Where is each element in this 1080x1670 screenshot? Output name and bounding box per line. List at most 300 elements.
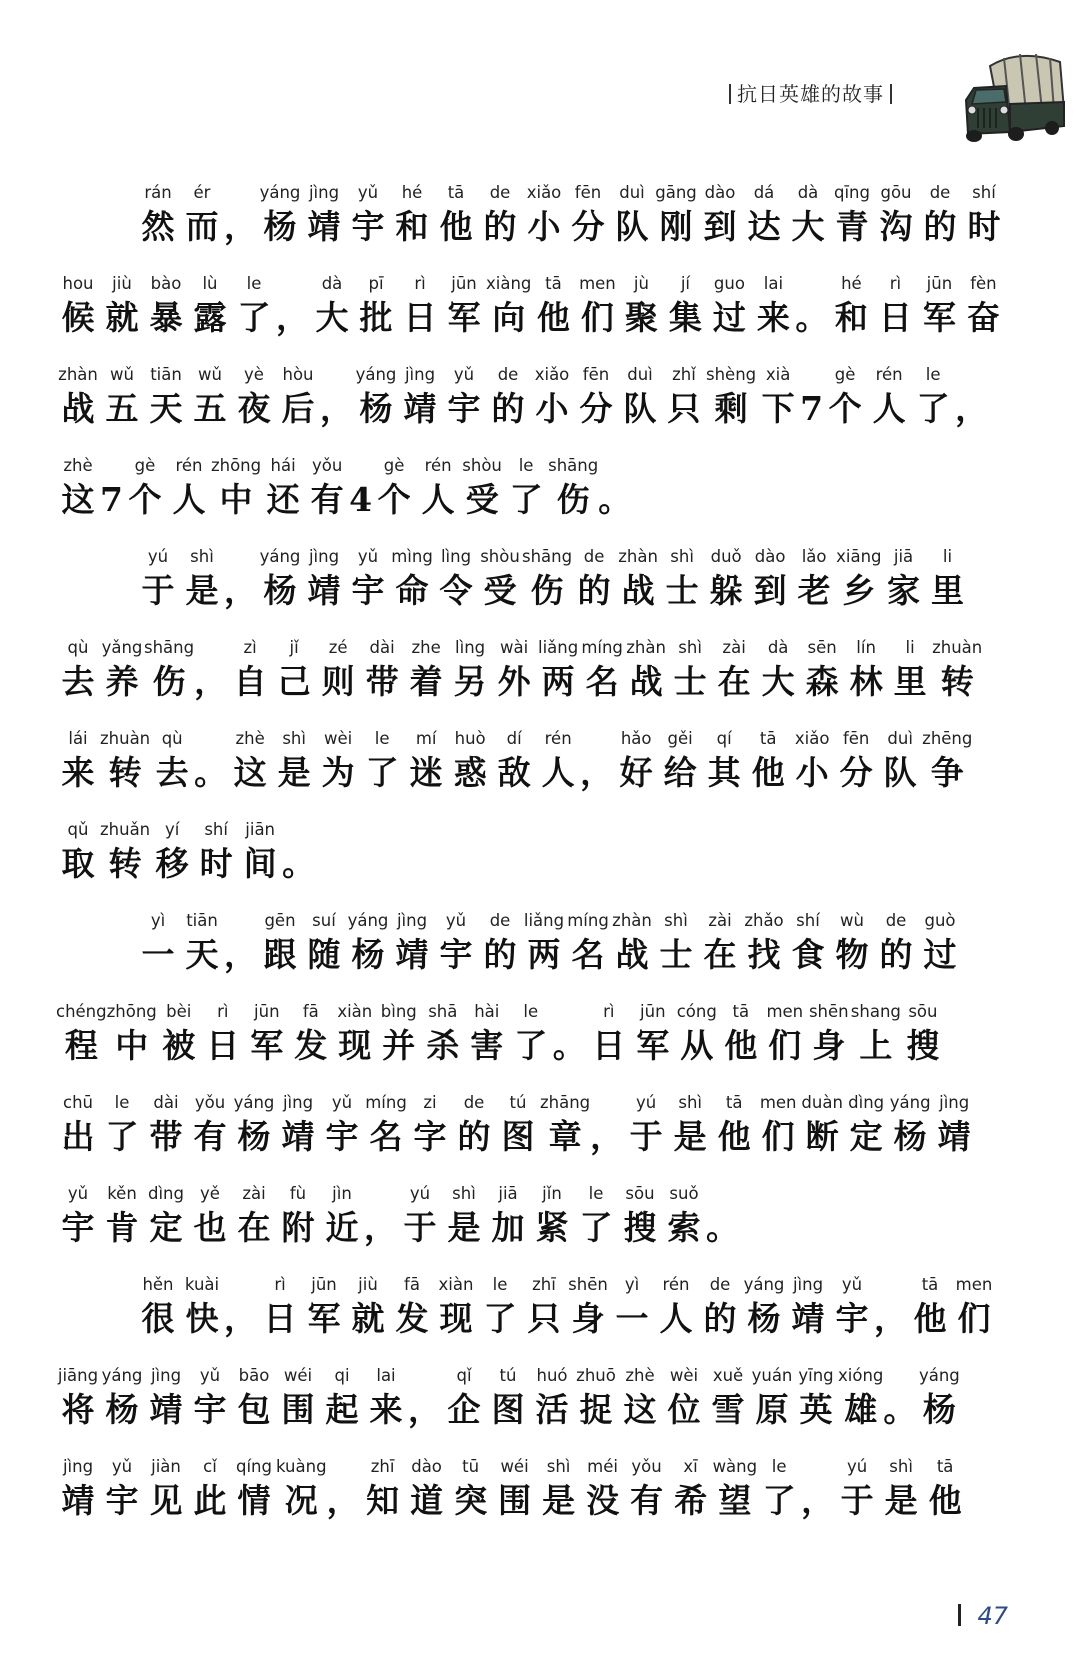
hanzi: 人 <box>659 1299 693 1338</box>
pinyin: le <box>523 1002 539 1021</box>
character-cell <box>320 1363 364 1431</box>
pinyin: yáng <box>918 1366 960 1385</box>
character-cell <box>610 1272 654 1340</box>
character-cell <box>258 908 302 976</box>
pinyin: bìng <box>380 1002 417 1021</box>
hanzi: 惑 <box>453 753 487 792</box>
hanzi: 来 <box>61 753 95 792</box>
character-cell <box>530 1181 574 1249</box>
pinyin: shì <box>889 1457 913 1476</box>
pinyin: shèng <box>706 365 757 384</box>
hanzi: 了 <box>916 389 950 428</box>
hanzi: 杨 <box>747 1299 781 1338</box>
hanzi: 了 <box>365 753 399 792</box>
character-cell <box>614 726 658 794</box>
character-cell <box>211 453 261 521</box>
character-cell <box>150 817 194 885</box>
character-cell <box>390 1272 434 1340</box>
pinyin: duì <box>619 183 645 202</box>
hanzi: 宇 <box>351 207 385 246</box>
character-cell <box>662 362 706 430</box>
pinyin: jūn <box>640 1002 666 1021</box>
pinyin: lai <box>376 1366 396 1385</box>
pinyin <box>801 1454 835 1480</box>
hanzi: 有 <box>630 1481 664 1520</box>
hanzi: 名 <box>585 662 619 701</box>
hanzi: 战 <box>615 935 649 974</box>
character-cell <box>492 635 536 703</box>
hanzi: 只 <box>527 1299 561 1338</box>
pinyin: bèi <box>166 1002 192 1021</box>
pinyin: yīng <box>798 1366 834 1385</box>
pinyin <box>553 999 587 1025</box>
pinyin: qù <box>67 638 89 657</box>
pinyin: le <box>588 1184 604 1203</box>
hanzi: 现 <box>338 1026 372 1065</box>
hanzi: 道 <box>410 1481 444 1520</box>
character-cell <box>531 271 575 339</box>
character-cell <box>188 1363 232 1431</box>
series-title <box>723 78 898 107</box>
character-cell <box>56 271 100 339</box>
character-cell <box>702 726 746 794</box>
character-cell <box>794 1363 838 1431</box>
pinyin: yǒu <box>194 1093 226 1112</box>
character-cell <box>829 271 873 339</box>
pinyin: yáng <box>889 1093 931 1112</box>
pinyin: rén <box>424 456 452 475</box>
pinyin: lái <box>68 729 88 748</box>
hanzi: 到 <box>753 571 787 610</box>
page-header <box>660 40 1080 150</box>
hanzi: ， <box>194 662 228 701</box>
pinyin: shòu <box>462 456 502 475</box>
character-cell <box>346 544 390 612</box>
character-cell <box>807 999 851 1067</box>
hanzi: 找 <box>747 935 781 974</box>
character-cell <box>460 453 504 521</box>
pinyin: qù <box>161 729 183 748</box>
character-cell <box>757 1454 801 1522</box>
pinyin: hou <box>62 274 94 293</box>
pinyin: le <box>374 729 390 748</box>
pinyin: shí <box>796 911 820 930</box>
character-cell <box>144 1454 188 1522</box>
character-cell <box>316 635 360 703</box>
hanzi: 是 <box>542 1481 576 1520</box>
pinyin <box>327 1454 361 1480</box>
character-cell <box>801 1454 835 1522</box>
character-cell <box>917 271 961 339</box>
pinyin: zhàn <box>626 638 666 657</box>
hanzi: 给 <box>663 753 697 792</box>
pinyin: le <box>518 456 534 475</box>
pinyin: yú <box>846 1457 868 1476</box>
character-cell <box>188 1181 232 1249</box>
pinyin: yú <box>147 547 169 566</box>
hanzi: 则 <box>321 662 355 701</box>
character-cell <box>404 726 448 794</box>
character-cell <box>851 999 901 1067</box>
character-cell <box>56 362 100 430</box>
hanzi: 起 <box>325 1390 359 1429</box>
hanzi: ， <box>224 1299 257 1338</box>
hanzi: 有 <box>193 1117 227 1156</box>
pinyin: zhè <box>63 456 93 475</box>
character-cell <box>448 635 492 703</box>
character-cell <box>302 1272 346 1340</box>
pinyin: zì <box>243 638 257 657</box>
character-cell <box>144 1363 188 1431</box>
hanzi: 露 <box>193 298 227 337</box>
pinyin: gōu <box>880 183 912 202</box>
hanzi: 宇 <box>61 1208 95 1247</box>
hanzi: 夜 <box>237 389 271 428</box>
character-cell <box>654 908 698 976</box>
hanzi: 战 <box>621 571 655 610</box>
hanzi: 被 <box>162 1026 196 1065</box>
pinyin <box>224 180 258 206</box>
hanzi: 军 <box>250 1026 284 1065</box>
pinyin: liǎng <box>523 911 565 930</box>
hanzi: ， <box>408 1390 441 1429</box>
pinyin: shì <box>670 547 694 566</box>
character-cell <box>698 180 742 248</box>
pinyin: rén <box>875 365 903 384</box>
character-cell <box>258 180 302 248</box>
hanzi: 命 <box>395 571 429 610</box>
character-cell <box>258 544 302 612</box>
hanzi: 。 <box>795 298 829 337</box>
character-cell <box>167 453 211 521</box>
hanzi: 杨 <box>893 1117 927 1156</box>
character-cell <box>786 908 830 976</box>
pinyin: huó <box>536 1366 568 1385</box>
pinyin: míng <box>581 638 623 657</box>
hanzi: 7 <box>800 389 824 428</box>
character-cell <box>553 999 587 1067</box>
character-cell <box>478 908 522 976</box>
pinyin: de <box>489 183 511 202</box>
pinyin: hái <box>270 456 296 475</box>
character-cell <box>838 1363 883 1431</box>
character-cell <box>136 544 180 612</box>
pinyin: zhōng <box>106 1002 157 1021</box>
hanzi: 在 <box>237 1208 271 1247</box>
hanzi: 军 <box>636 1026 670 1065</box>
pinyin: fēn <box>574 183 602 202</box>
character-cell <box>224 544 258 612</box>
pinyin: xī <box>683 1457 698 1476</box>
pinyin: rén <box>662 1275 690 1294</box>
character-cell <box>530 362 574 430</box>
hanzi: 向 <box>492 298 526 337</box>
pinyin: wèi <box>324 729 353 748</box>
character-cell <box>795 271 829 339</box>
pinyin: cǐ <box>203 1457 217 1476</box>
pinyin: shang <box>850 1002 901 1021</box>
text-line <box>56 1090 1006 1181</box>
character-cell <box>618 1363 662 1431</box>
pinyin: suí <box>312 911 336 930</box>
hanzi: 于 <box>629 1117 663 1156</box>
hanzi: 宇 <box>439 935 473 974</box>
hanzi: 带 <box>149 1117 183 1156</box>
pinyin <box>282 817 316 843</box>
hanzi: 宇 <box>351 571 385 610</box>
hanzi: 就 <box>105 298 139 337</box>
character-cell <box>618 1181 662 1249</box>
hanzi: 有 <box>310 480 344 519</box>
pinyin: wàng <box>712 1457 758 1476</box>
hanzi: 他 <box>913 1299 947 1338</box>
pinyin: qīng <box>834 183 870 202</box>
hanzi: 而 <box>185 207 219 246</box>
character-cell <box>719 999 763 1067</box>
character-cell <box>800 362 823 430</box>
pinyin: jiù <box>112 274 132 293</box>
character-cell <box>276 1181 320 1249</box>
character-cell <box>245 999 289 1067</box>
pinyin: cóng <box>676 1002 717 1021</box>
character-cell <box>790 726 834 794</box>
character-cell <box>654 180 698 248</box>
hanzi: 是 <box>277 753 311 792</box>
hanzi: 为 <box>321 753 355 792</box>
hanzi: 靖 <box>395 935 429 974</box>
character-cell <box>675 999 719 1067</box>
character-cell <box>289 999 333 1067</box>
character-cell <box>901 999 945 1067</box>
character-cell <box>624 1090 668 1158</box>
hanzi: 宇 <box>193 1390 227 1429</box>
pinyin: yáng <box>233 1093 275 1112</box>
pinyin: zhàn <box>612 911 652 930</box>
character-cell <box>100 271 144 339</box>
character-cell <box>610 180 654 248</box>
character-cell <box>660 544 704 612</box>
character-cell <box>713 1454 758 1522</box>
pinyin: tā <box>936 1457 954 1476</box>
text-line <box>56 271 1006 362</box>
hanzi: 知 <box>366 1481 400 1520</box>
hanzi: 人 <box>872 389 906 428</box>
hanzi: ， <box>580 753 614 792</box>
hanzi: 宇 <box>447 389 481 428</box>
character-cell <box>232 271 276 339</box>
pinyin: tiān <box>150 365 182 384</box>
character-cell <box>598 453 632 521</box>
character-cell <box>756 362 800 430</box>
pinyin: yáng <box>101 1366 143 1385</box>
character-cell <box>800 1090 844 1158</box>
pinyin: sēn <box>807 638 837 657</box>
character-cell <box>575 271 619 339</box>
pinyin: duì <box>887 729 913 748</box>
character-cell <box>911 362 955 430</box>
pinyin: zhǎo <box>744 911 784 930</box>
hanzi: ， <box>590 1117 624 1156</box>
hanzi: 靖 <box>61 1481 95 1520</box>
character-cell <box>56 453 100 521</box>
character-cell <box>878 726 922 794</box>
hanzi: 转 <box>108 844 142 883</box>
hanzi: 英 <box>799 1390 833 1429</box>
pinyin: zhōng <box>210 456 262 475</box>
hanzi: 取 <box>61 844 95 883</box>
character-cell <box>574 362 618 430</box>
character-cell <box>962 180 1006 248</box>
hanzi: 两 <box>541 662 575 701</box>
hanzi: 转 <box>940 662 974 701</box>
pinyin: yáng <box>743 1275 785 1294</box>
character-cell <box>522 180 566 248</box>
character-cell <box>232 362 276 430</box>
character-cell <box>100 1363 144 1431</box>
character-cell <box>100 362 144 430</box>
hanzi: 况 <box>284 1481 318 1520</box>
character-cell <box>354 362 398 430</box>
character-cell <box>228 635 272 703</box>
hanzi: 是 <box>884 1481 918 1520</box>
character-cell <box>873 271 917 339</box>
hanzi: 奋 <box>966 298 1000 337</box>
character-cell <box>282 817 316 885</box>
pinyin: jìn <box>332 1184 352 1203</box>
story-text <box>56 180 1006 1545</box>
pinyin: jiāng <box>57 1366 99 1385</box>
pinyin: yì <box>624 1275 640 1294</box>
character-cell <box>478 1272 522 1340</box>
pinyin: zài <box>722 638 746 657</box>
pinyin: mí <box>415 729 437 748</box>
hanzi: 捉 <box>579 1390 613 1429</box>
hanzi: 名 <box>571 935 605 974</box>
character-cell <box>349 453 372 521</box>
pinyin <box>364 1181 398 1207</box>
pinyin: yáng <box>259 547 301 566</box>
pinyin: zhàn <box>58 365 98 384</box>
character-cell <box>100 1181 144 1249</box>
character-cell <box>587 999 631 1067</box>
pinyin: zhe <box>411 638 441 657</box>
pinyin: rén <box>544 729 572 748</box>
hanzi: ， <box>326 1481 360 1520</box>
pinyin: rén <box>175 456 203 475</box>
text-line <box>56 1454 1006 1545</box>
character-cell <box>360 726 404 794</box>
character-cell <box>136 1272 180 1340</box>
hanzi: 令 <box>439 571 473 610</box>
character-cell <box>522 908 566 976</box>
pinyin: zhēng <box>922 729 973 748</box>
hanzi: 了 <box>514 1026 548 1065</box>
pinyin: gè <box>834 365 856 384</box>
character-cell <box>706 362 756 430</box>
hanzi: 他 <box>724 1026 758 1065</box>
character-cell <box>56 1363 100 1431</box>
pinyin: de <box>583 547 605 566</box>
pinyin: dà <box>767 638 789 657</box>
character-cell <box>398 271 442 339</box>
pinyin: xià <box>765 365 791 384</box>
character-cell <box>742 908 786 976</box>
pinyin: tú <box>509 1093 527 1112</box>
character-cell <box>668 635 712 703</box>
text-line <box>56 362 1006 453</box>
character-cell <box>346 908 390 976</box>
hanzi: 伤 <box>152 662 186 701</box>
hanzi: 于 <box>403 1208 437 1247</box>
hanzi: 批 <box>359 298 393 337</box>
pinyin: guo <box>713 274 745 293</box>
character-cell <box>654 1272 698 1340</box>
hanzi: 人 <box>421 480 455 519</box>
title-divider <box>729 84 731 104</box>
character-cell <box>712 635 756 703</box>
character-cell <box>276 1454 327 1522</box>
character-cell <box>398 1181 442 1249</box>
pinyin: lai <box>763 274 784 293</box>
hanzi: 。 <box>706 1208 739 1247</box>
pinyin: de <box>929 183 951 202</box>
pinyin: jìng <box>282 1093 314 1112</box>
hanzi: 他 <box>751 753 785 792</box>
pinyin: jiā <box>498 1184 518 1203</box>
hanzi: 天 <box>149 389 183 428</box>
character-cell <box>232 1090 276 1158</box>
pinyin: zé <box>328 638 348 657</box>
pinyin: xióng <box>838 1366 884 1385</box>
hanzi: 上 <box>859 1026 893 1065</box>
character-cell <box>478 544 522 612</box>
character-cell <box>874 180 918 248</box>
hanzi: 杨 <box>237 1117 271 1156</box>
hanzi: 的 <box>703 1299 737 1338</box>
character-cell <box>56 726 100 794</box>
hanzi: 受 <box>465 480 499 519</box>
character-cell <box>56 817 100 885</box>
hanzi: 食 <box>791 935 825 974</box>
pinyin: bào <box>150 274 182 293</box>
hanzi: 中 <box>219 480 253 519</box>
character-cell <box>786 180 830 248</box>
character-cell <box>261 453 305 521</box>
pinyin: xiǎo <box>794 729 830 748</box>
hanzi: 宇 <box>835 1299 869 1338</box>
pinyin: wèi <box>669 1366 699 1385</box>
hanzi: 这 <box>623 1390 657 1429</box>
pinyin: zài <box>242 1184 266 1203</box>
character-cell <box>530 1363 574 1431</box>
pinyin: shì <box>190 547 214 566</box>
character-cell <box>372 453 416 521</box>
pinyin: shāng <box>522 547 573 566</box>
character-cell <box>144 1181 188 1249</box>
hanzi: 大 <box>315 298 349 337</box>
hanzi: 断 <box>805 1117 839 1156</box>
character-cell <box>624 635 668 703</box>
pinyin: fēn <box>842 729 870 748</box>
pinyin: kuài <box>184 1275 220 1294</box>
hanzi: ， <box>801 1481 835 1520</box>
pinyin: fēn <box>582 365 610 384</box>
hanzi: 日 <box>263 1299 297 1338</box>
hanzi: 了 <box>509 480 543 519</box>
pinyin: dài <box>153 1093 179 1112</box>
pinyin: yǔ <box>67 1184 89 1203</box>
page-number: 47 <box>977 1602 1008 1630</box>
